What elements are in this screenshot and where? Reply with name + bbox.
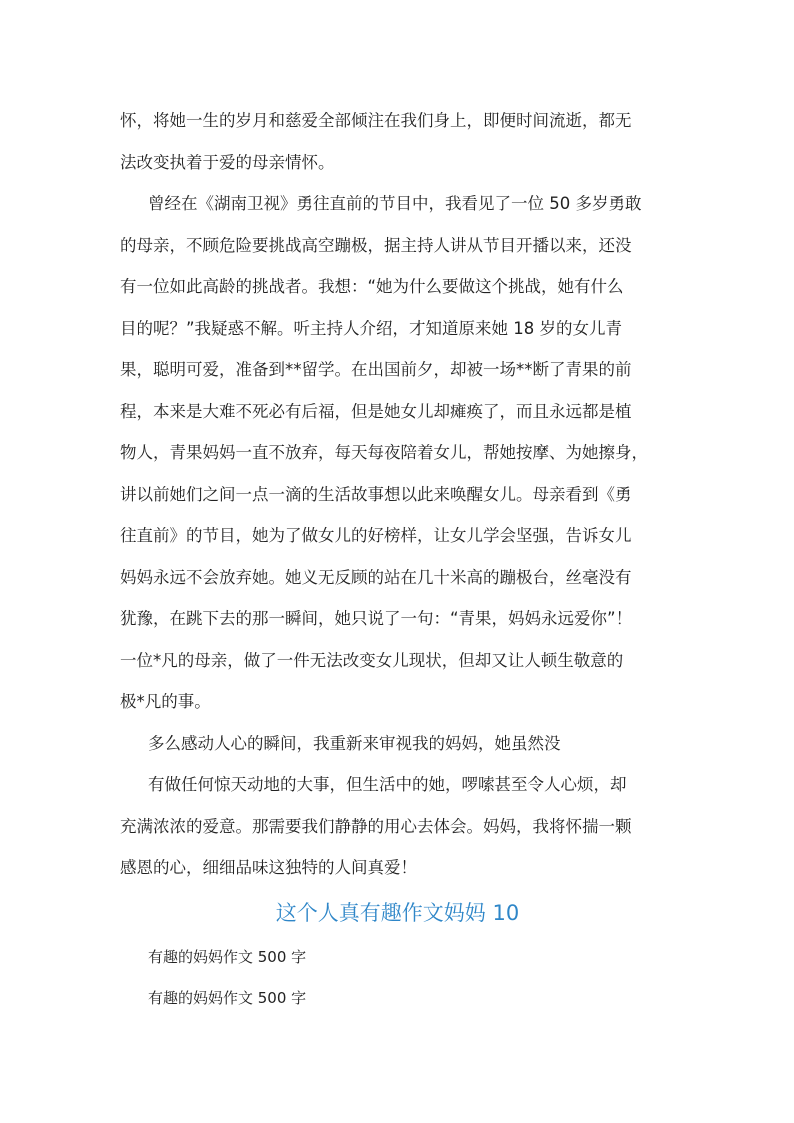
- subtitle-line: 有趣的妈妈作文 500 字: [148, 947, 307, 966]
- text-line: 的母亲，不顾危险要挑战高空蹦极，据主持人讲从节目开播以来，还没: [120, 235, 632, 255]
- document-page: [120, 100, 675, 1020]
- text-line: 目的呢？”我疑惑不解。听主持人介绍，才知道原来她 18 岁的女儿青: [120, 318, 623, 338]
- text-line: 一位*凡的母亲，做了一件无法改变女儿现状，但却又让人顿生敬意的: [120, 650, 624, 670]
- body-text: [120, 100, 675, 889]
- text-line: 极*凡的事。: [120, 692, 211, 711]
- text-line: 物人，青果妈妈一直不放弃，每天每夜陪着女儿，帮她按摩、为她擦身，: [120, 443, 648, 462]
- text-line: 曾经在《湖南卫视》勇往直前的节目中，我看见了一位 50 多岁勇敢: [148, 194, 642, 213]
- text-line: 充满浓浓的爱意。那需要我们静静的用心去体会。妈妈，我将怀揣一颗: [120, 816, 632, 836]
- text-line: 果，聪明可爱，准备到**留学。在出国前夕，却被一场**断了青果的前: [120, 360, 632, 379]
- text-line: 往直前》的节目，她为了做女儿的好榜样，让女儿学会坚强，告诉女儿: [120, 526, 632, 545]
- text-line: 多么感动人心的瞬间，我重新来审视我的妈妈，她虽然没: [148, 733, 561, 753]
- text-line: 程，本来是大难不死必有后福，但是她女儿却瘫痪了，而且永远都是植: [120, 401, 632, 421]
- text-line: 法改变执着于爱的母亲情怀。: [120, 152, 335, 172]
- text-line: 有做任何惊天动地的大事，但生活中的她，啰嗦甚至令人心烦，却: [148, 775, 627, 794]
- text-line: 有一位如此高龄的挑战者。我想：“她为什么要做这个挑战，她有什么: [120, 277, 624, 296]
- text-line: 讲以前她们之间一点一滴的生活故事想以此来唤醒女儿。母亲看到《勇: [120, 484, 632, 504]
- text-line: 犹豫，在跳下去的那一瞬间，她只说了一句：“青果，妈妈永远爱你”！: [120, 609, 633, 628]
- section-heading: 这个人真有趣作文妈妈 10: [275, 900, 520, 925]
- subtitle-line: 有趣的妈妈作文 500 字: [148, 989, 307, 1007]
- text-line: 怀，将她一生的岁月和慈爱全部倾注在我们身上，即便时间流逝，都无: [120, 111, 632, 130]
- text-line: 感恩的心，细细品味这独特的人间真爱！: [120, 858, 417, 877]
- text-line: 妈妈永远不会放弃她。她义无反顾的站在几十米高的蹦极台，丝毫没有: [120, 567, 632, 587]
